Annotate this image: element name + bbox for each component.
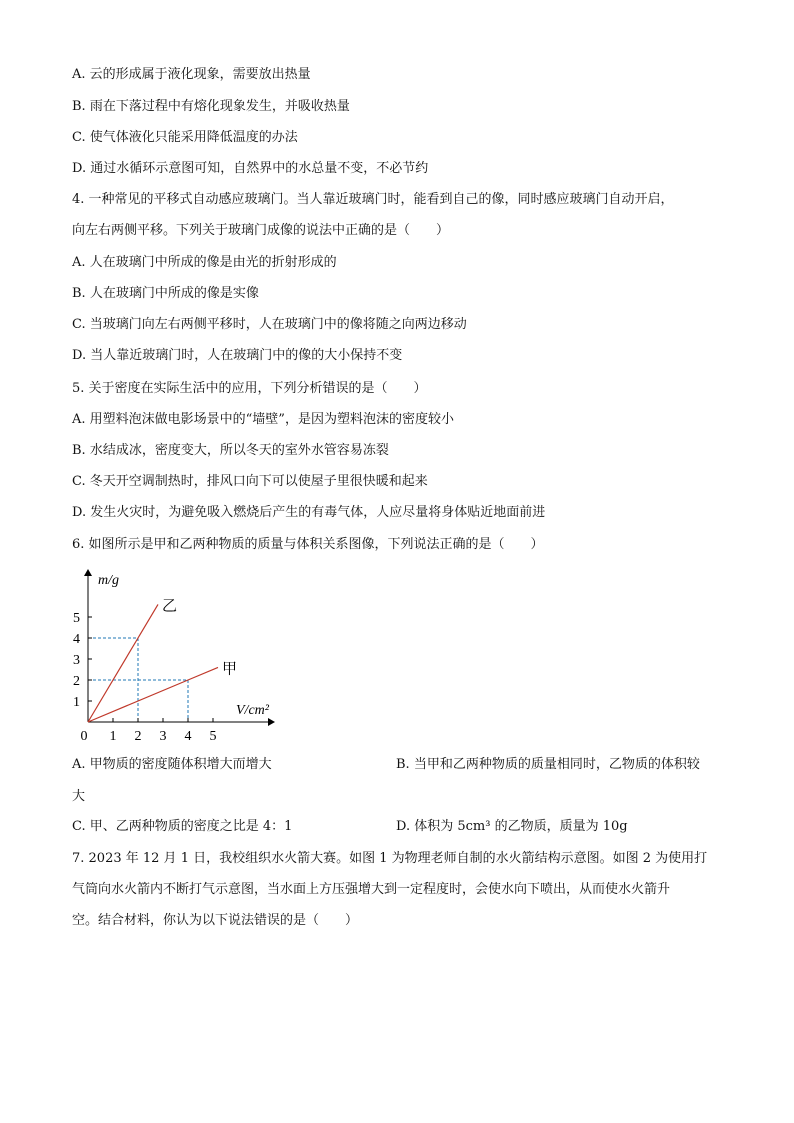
x-tick-label-1: 1 [109,729,117,744]
q4-option-a: A. 人在玻璃门中所成的像是由光的折射形成的 [72,255,337,270]
q4-stem-line1: 4. 一种常见的平移式自动感应玻璃门。当人靠近玻璃门时，能看到自己的像，同时感应玻璃门自动开启， [72,192,674,207]
q4-option-d: D. 当人靠近玻璃门时，人在玻璃门中的像的大小保持不变 [72,348,403,363]
x-tick-label-4: 4 [184,729,192,744]
q7-stem-line3: 空。结合材料，你认为以下说法错误的是（ ） [72,913,359,928]
q6-option-c: C. 甲、乙两种物质的密度之比是 4：1 [72,819,293,834]
q3-option-c: C. 使气体液化只能采用降低温度的办法 [72,130,298,145]
y-tick-label-2: 2 [73,674,80,689]
q5-option-b: B. 水结成冰，密度变大，所以冬天的室外水管容易冻裂 [72,443,389,458]
x-tick-label-2: 2 [134,729,142,744]
series-lines [88,598,237,722]
q6-option-d: D. 体积为 5cm³ 的乙物质，质量为 10g [396,819,628,834]
q7-stem-line2: 气筒向水火箭内不断打气示意图，当水面上方压强增大到一定程度时，会使水向下喷出，从而使水火箭升 [72,882,671,897]
x-tick-label-5: 5 [209,729,217,744]
y-tick-label-3: 3 [73,653,80,668]
x-axis-label: V/cm² [236,703,269,718]
q4-stem-line2: 向左右两侧平移。下列关于玻璃门成像的说法中正确的是（ ） [72,223,450,238]
x-tick-label-3: 3 [159,729,167,744]
q5-option-d: D. 发生火灾时，为避免吸入燃烧后产生的有毒气体，人应尽量将身体贴近地面前进 [72,505,546,520]
q7-stem-line1: 7. 2023 年 12 月 1 日，我校组织水火箭大赛。如图 1 为物理老师自制的水火箭结构示意图。如图 2 为使用打 [72,851,708,866]
q5-stem: 5. 关于密度在实际生活中的应用，下列分析错误的是（ ） [72,381,427,396]
q6-stem: 6. 如图所示是甲和乙两种物质的质量与体积关系图像，下列说法正确的是（ ） [72,537,544,552]
origin-label: 0 [80,729,88,744]
q4-option-c: C. 当玻璃门向左右两侧平移时，人在玻璃门中的像将随之向两边移动 [72,317,467,332]
guide-lines [88,638,188,722]
q6-option-a: A. 甲物质的密度随体积增大而增大 [72,757,272,772]
q6-option-b-continued: 大 [72,789,86,804]
series-line-0 [88,604,158,722]
y-tick-label-5: 5 [73,611,80,626]
q5-option-a: A. 用塑料泡沫做电影场景中的“墙壁”，是因为塑料泡沫的密度较小 [72,412,454,427]
q3-option-b: B. 雨在下落过程中有熔化现象发生，并吸收热量 [72,99,350,114]
y-axis-label: m/g [98,573,119,588]
q4-option-b: B. 人在玻璃门中所成的像是实像 [72,286,259,301]
q3-option-d: D. 通过水循环示意图可知，自然界中的水总量不变，不必节约 [72,161,429,176]
q6-option-b: B. 当甲和乙两种物质的质量相同时，乙物质的体积较 [396,757,700,772]
series-line-1 [88,667,218,722]
series-label-0: 乙 [162,598,178,615]
mass-volume-chart [60,562,300,752]
q3-option-a: A. 云的形成属于液化现象，需要放出热量 [72,67,311,82]
series-label-1: 甲 [222,661,238,678]
q5-option-c: C. 冬天开空调制热时，排风口向下可以使屋子里很快暖和起来 [72,474,428,489]
y-tick-label-4: 4 [73,632,80,647]
y-tick-label-1: 1 [73,695,80,710]
